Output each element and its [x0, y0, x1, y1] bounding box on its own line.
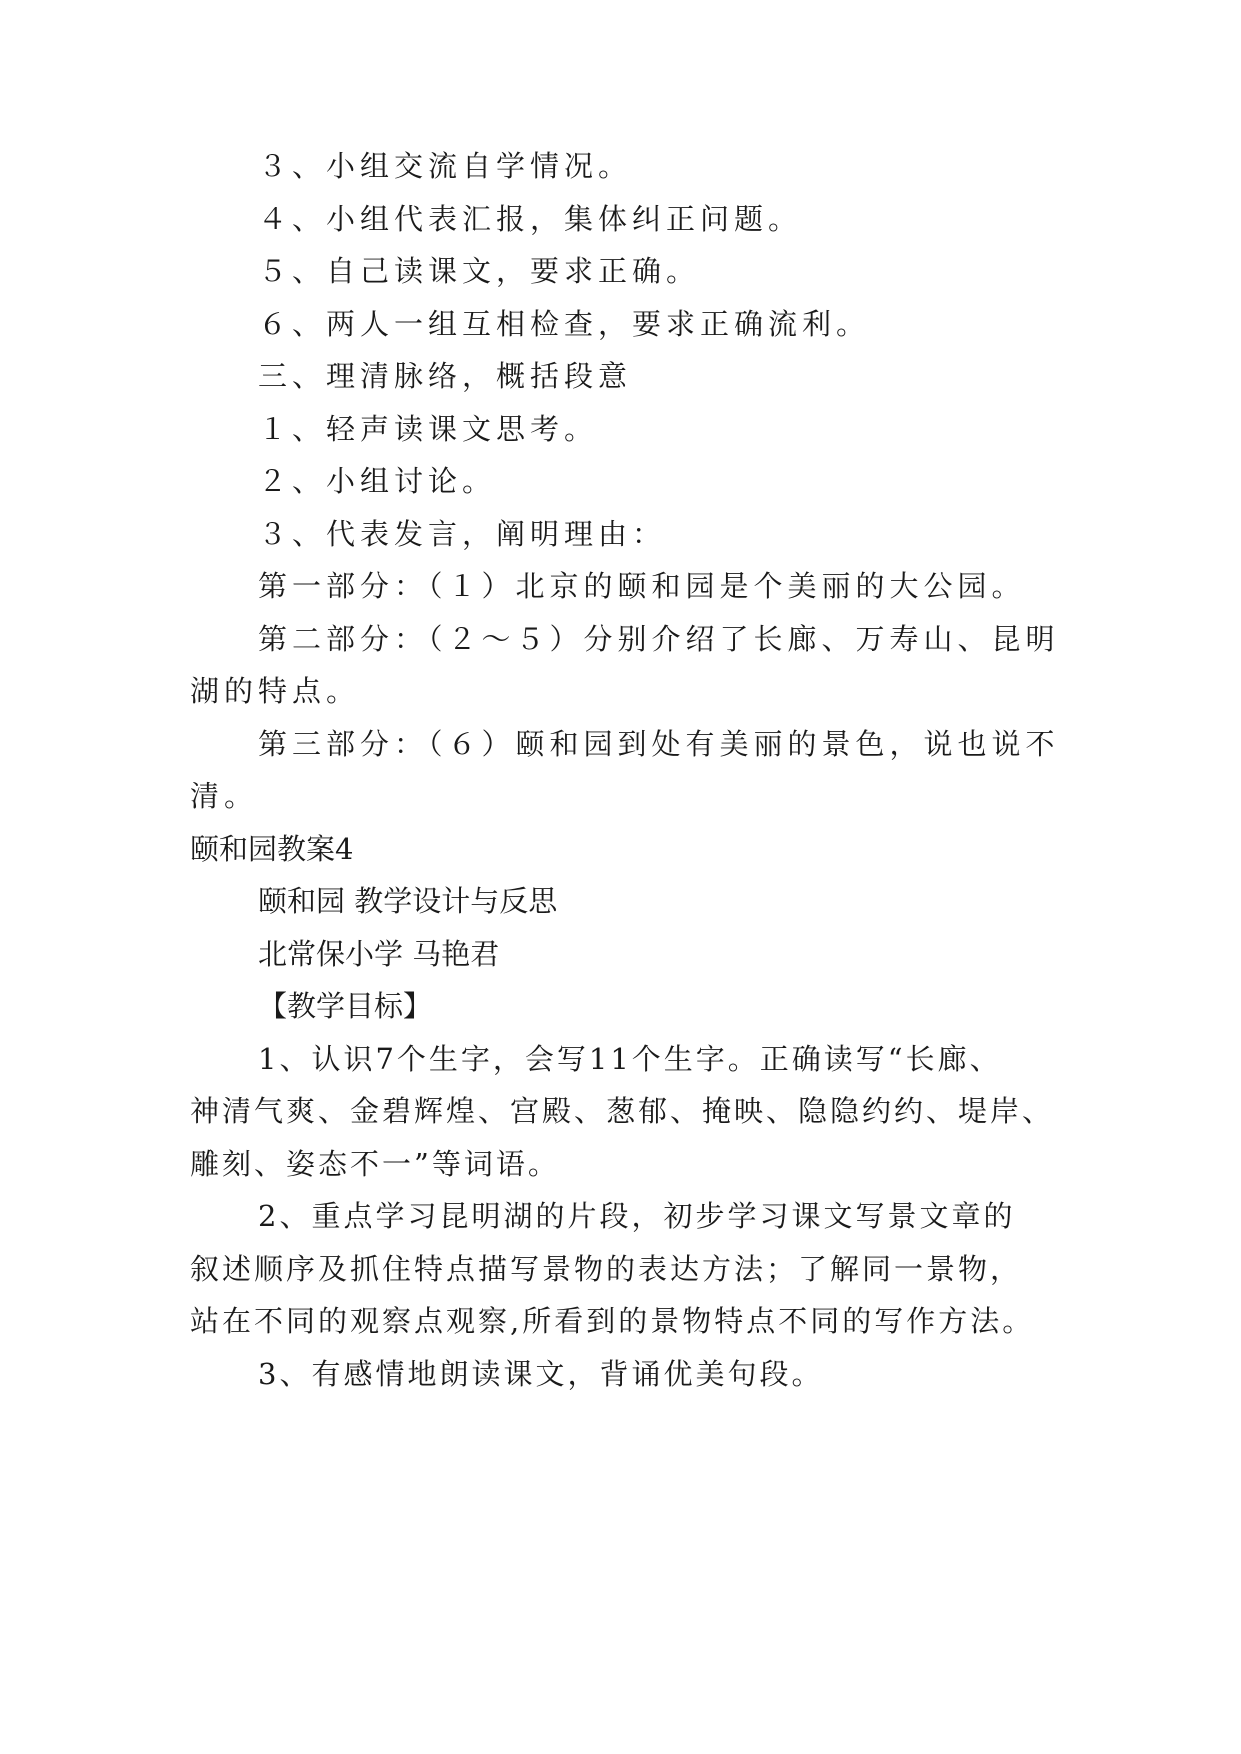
- objectives-heading: 【教学目标】: [258, 989, 433, 1023]
- part-two-line: 第二部分：（２～５）分别介绍了长廊、万寿山、昆明: [258, 622, 1060, 656]
- document-heading: 颐和园教案4: [190, 832, 354, 866]
- objective-2-line-3: 站在不同的观察点观察,所看到的景物特点不同的写作方法。: [190, 1304, 1035, 1338]
- objective-2-line-1: 2、重点学习昆明湖的片段，初步学习课文写景文章的: [258, 1199, 1016, 1233]
- author-line: 北常保小学 马艳君: [258, 937, 500, 971]
- part-three-continuation: 清。: [190, 779, 259, 813]
- part-one-line: 第一部分：（１）北京的颐和园是个美丽的大公园。: [258, 569, 1026, 603]
- objective-1-line-1: 1、认识7个生字，会写11个生字。正确读写“长廊、: [258, 1042, 1002, 1076]
- objective-2-line-2: 叙述顺序及抓住特点描写景物的表达方法；了解同一景物，: [190, 1252, 1023, 1286]
- objective-1-line-3: 雕刻、姿态不一”等词语。: [190, 1147, 560, 1181]
- substep-2-line: ２、小组讨论。: [258, 464, 497, 498]
- objective-3-line: 3、有感情地朗读课文，背诵优美句段。: [258, 1357, 824, 1391]
- substep-1-line: １、轻声读课文思考。: [258, 412, 599, 446]
- step-5-line: ５、自己读课文，要求正确。: [258, 254, 701, 288]
- substep-3-line: ３、代表发言，阐明理由：: [258, 517, 667, 551]
- step-3-line: ３、小组交流自学情况。: [258, 149, 633, 183]
- step-6-line: ６、两人一组互相检查，要求正确流利。: [258, 307, 871, 341]
- section-heading-3: 三、理清脉络，概括段意: [258, 359, 633, 393]
- objective-1-line-2: 神清气爽、金碧辉煌、宫殿、葱郁、掩映、隐隐约约、堤岸、: [190, 1094, 1055, 1128]
- step-4-line: ４、小组代表汇报，集体纠正问题。: [258, 202, 803, 236]
- part-two-continuation: 湖的特点。: [190, 674, 361, 708]
- lesson-subtitle: 颐和园 教学设计与反思: [258, 884, 558, 918]
- part-three-line: 第三部分：（６）颐和园到处有美丽的景色，说也说不: [258, 727, 1060, 761]
